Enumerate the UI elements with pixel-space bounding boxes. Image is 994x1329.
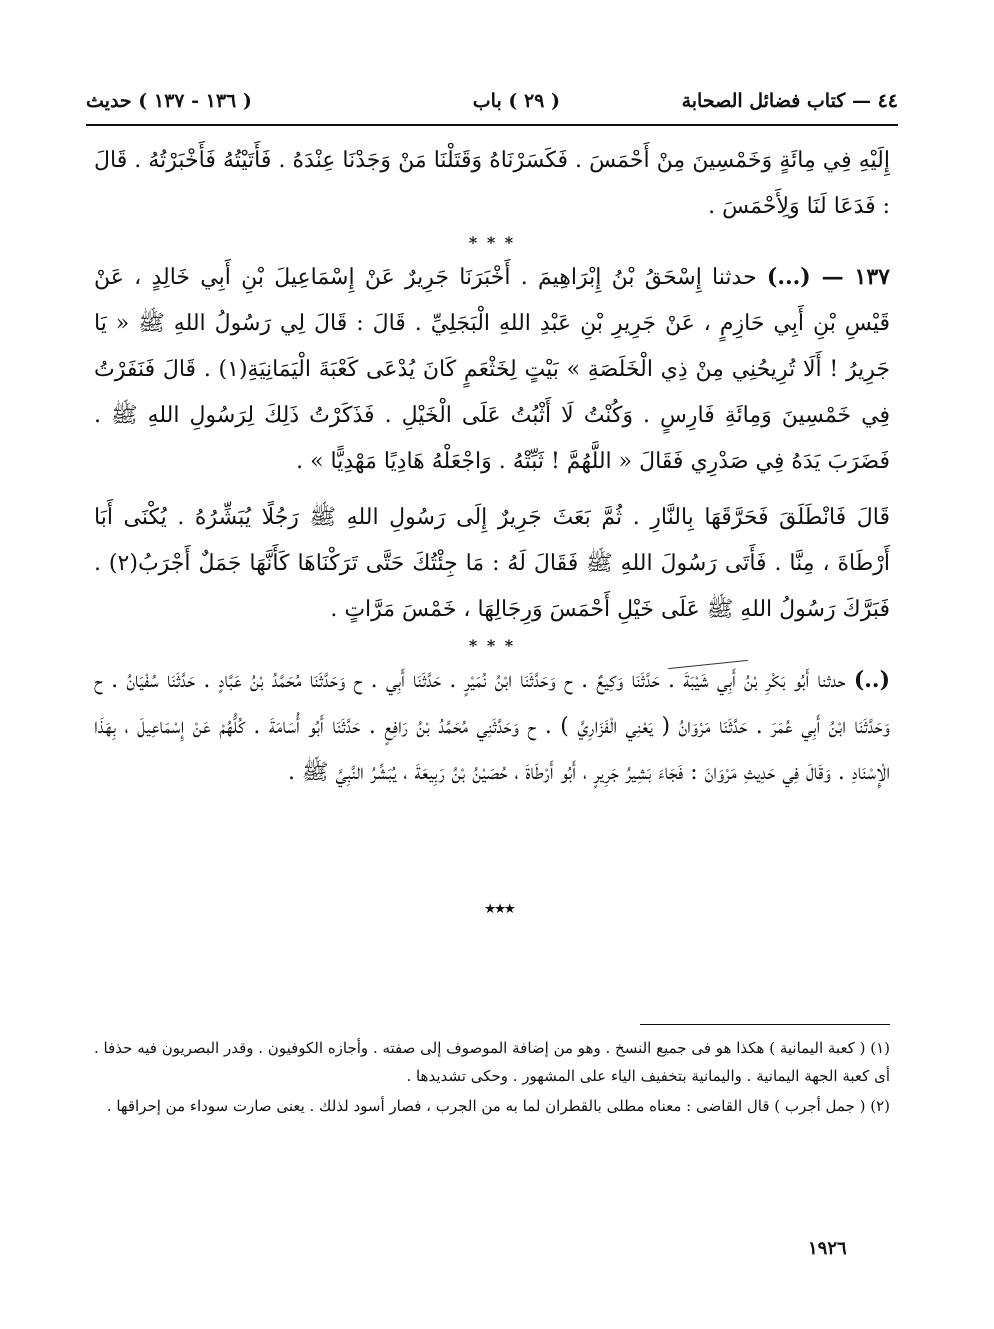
book-title: ٤٤ — كتاب فضائل الصحابة — [681, 90, 898, 112]
chain-number: (..) — [853, 667, 890, 693]
running-header — [86, 86, 898, 124]
footnote-rule — [640, 1024, 890, 1025]
hadith-range: ( ١٣٦ - ١٣٧ ) حديث — [86, 90, 252, 112]
end-ornament: ٭٭٭ — [485, 898, 515, 919]
chain-text: حدثنا أَبُو بَكْرِ بْنُ أَبِي شَيْبَةَ . حَدَّثَنَا وَكِيعٌ . ح وَحَدَّثَنَا ابْنُ نُمَيْرٍ . حَدَّثَنَا أَبِي . ح وَحَدَّثَنَا مُحَمَّدُ بْنُ عَبَّادٍ . حَدَّثَنَا سُفْيَانُ . ح وَحَدَّثَنَا ابْنُ أَبِي عُمَرَ . حَدَّثَنَا مَرْوَانُ ( يَعْنِي الْفَزَارِيَّ ) . ح وَحَدَّثَنِي مُحَمَّدُ بْنُ رَافِعٍ . حَدَّثَنَا أَبُو أُسَامَةَ . كُلُّهُمْ عَنْ إِسْمَاعِيلَ ، بِهَذَا الْإِسْنَادِ . وَقَالَ فِي حَدِيثِ مَرْوَانَ : فَجَاءَ بَشِيرُ جَرِيرٍ ، أَبُو أَرْطَاةَ ، حُصَيْنُ بْنُ رَبِيعَةَ ، يُبَشِّرُ النَّبِيَّ ﷺ . — [94, 668, 890, 785]
footnote-1: (١) ( كعبة اليمانية ) هكذا هو فى جميع النسخ . وهو من إضافة الموصوف إلى صفته . وأجازه الكوفيون . وقدر البصريون فيه حذفا . أى كعبة الجهة اليمانية . واليمانية بتخفيف الياء على المشهور . وحكى تشديدها . — [94, 1039, 890, 1085]
section-separator-2: * * * — [468, 636, 516, 655]
chain-paragraph — [94, 657, 890, 796]
footnotes — [94, 1034, 890, 1122]
hadith-137-continuation: قَالَ فَانْطَلَقَ فَحَرَّقَهَا بِالنَّارِ . ثُمَّ بَعَثَ جَرِيرٌ إِلَى رَسُولِ اللهِ ﷺ رَجُلًا يُبَشِّرُهُ . يُكْنَى أَبَا أَرْطَاةَ ، مِنَّا . فَأَتَى رَسُولَ اللهِ ﷺ فَقَالَ لَهُ : مَا جِئْتُكَ حَتَّى تَرَكْنَاهَا كَأَنَّهَا جَمَلٌ أَجْرَبُ(٢) . فَبَرَّكَ رَسُولُ اللهِ ﷺ عَلَى خَيْلِ أَحْمَسَ وَرِجَالِهَا ، خَمْسَ مَرَّاتٍ . — [94, 505, 890, 622]
hadith-number: ١٣٧ — (...) — [766, 264, 890, 290]
hadith-137-text: حدثنا إِسْحَقُ بْنُ إِبْرَاهِيمَ . أَخْبَرَنَا جَرِيرٌ عَنْ إِسْمَاعِيلَ بْنِ أَبِي خَالِدٍ ، عَنْ قَيْسِ بْنِ أَبِي حَازِمٍ ، عَنْ جَرِيرِ بْنِ عَبْدِ اللهِ الْبَجَلِيِّ . قَالَ : قَالَ لِي رَسُولُ اللهِ ﷺ « يَا جَرِيرُ ! أَلَا تُرِيحُنِي مِنْ ذِي الْخَلَصَةِ » بَيْتٍ لِخَثْعَمٍ كَانَ يُدْعَى كَعْبَةَ الْيَمَانِيَةِ(١) . قَالَ فَنَفَرْتُ فِي خَمْسِينَ وَمِائَةِ فَارِسٍ . وَكُنْتُ لَا أَثْبُتُ عَلَى الْخَيْلِ . فَذَكَرْتُ ذَلِكَ لِرَسُولِ اللهِ ﷺ . فَضَرَبَ يَدَهُ فِي صَدْرِي فَقَالَ « اللَّهُمَّ ! ثَبِّتْهُ . وَاجْعَلْهُ هَادِيًا مَهْدِيًّا » . — [94, 265, 890, 474]
main-text — [94, 138, 890, 796]
footnote-2: (٢) ( جمل أجرب ) قال القاضى : معناه مطلى بالقطران لما به من الجرب ، فصار أسود لذلك . يعنى صارت سوداء من إحراقها . — [106, 1097, 890, 1115]
chapter-label: ( ٢٩ ) باب — [472, 90, 560, 112]
continuation-paragraph: إِلَيْهِ فِي مِائَةٍ وَخَمْسِينَ مِنْ أَحْمَسَ . فَكَسَرْنَاهُ وَقَتَلْنَا مَنْ وَجَدْنَا عِنْدَهُ . فَأَتَيْتُهُ فَأَخْبَرْتُهُ . قَالَ : فَدَعَا لَنَا وَلِأَحْمَسَ . — [94, 148, 890, 219]
section-separator: * * * — [468, 233, 516, 252]
header-rule — [86, 124, 898, 126]
page-number: ١٩٢٦ — [808, 1238, 847, 1259]
hadith-137-paragraph — [94, 254, 890, 485]
